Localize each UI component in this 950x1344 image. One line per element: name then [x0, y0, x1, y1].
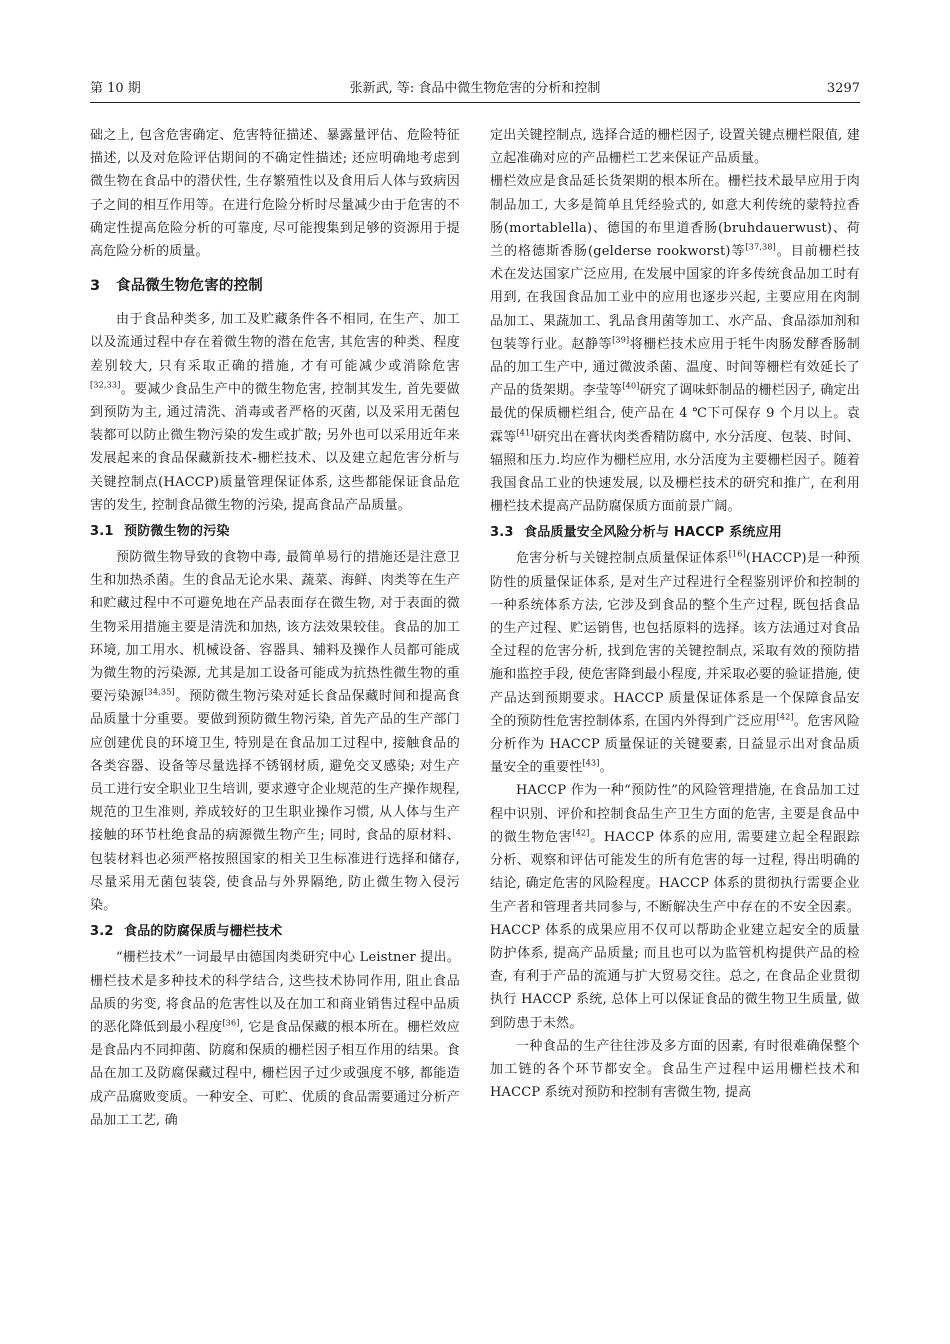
paragraph — [490, 779, 860, 1034]
text-run: 研究出在膏状肉类香精防腐中, 水分活度、包装、时间、辐照和压力.均应作为栅栏应用, 水分活度为主要栅栏因子。随着我国食品工业的快速发展, 以及栅栏技术的研究和推广, 在利用栅栏技术提高产品防腐保质方面前景广阔。 — [490, 429, 860, 515]
section-title: 食品的防腐保质与栅栏技术 — [124, 924, 283, 940]
citation[interactable]: [34,35] — [144, 687, 175, 697]
running-header — [90, 78, 860, 100]
text-run: 。HACCP 体系的应用, 需要建立起全程跟踪分析、观察和评估可能发生的所有危害的每一过程, 得出明确的结论, 确定危害的风险程度。HACCP 体系的贯彻执行需要企业生产者和管理者共同参与, 不断解决生产中存在的不安全因素。HACCP 体系的成果应用不仅可以帮助企业建立起安全的质量防护体系, 提高产品质量; 而且也可以为监管机构提供产品的检查, 有利于产品的流通与扩大贸易交往。总之, 在食品企业贯彻执行 HACCP 系统, 总体上可以保证食品的微生物卫生质量, 做到防患于未然。 — [490, 829, 860, 1031]
citation[interactable]: [32,33] — [90, 380, 121, 390]
paragraph — [90, 946, 460, 1132]
section-title: 食品质量安全风险分析与 HACCP 系统应用 — [524, 525, 783, 541]
header-rule — [90, 102, 860, 103]
section-heading-3-1 — [90, 521, 460, 543]
paragraph — [490, 170, 860, 518]
section-title: 食品微生物危害的控制 — [116, 278, 263, 295]
text-run: HACCP 作为一种“预防性”的风险管理措施, 在食品加工过程中识别、评价和控制食品生产卫生方面的危害, 主要是食品中的微生物危害 — [490, 783, 860, 845]
paragraph — [90, 308, 460, 517]
text-run: 。 — [599, 760, 613, 776]
citation[interactable]: [39] — [612, 335, 630, 345]
section-number: 3.3 — [490, 525, 514, 541]
paragraph: 定出关键控制点, 选择合适的栅栏因子, 设置关键点栅栏限值, 建立起准确对应的产品栅栏工艺来保证产品质量。 — [490, 128, 860, 167]
right-column — [490, 124, 860, 1104]
citation[interactable]: [16] — [728, 550, 746, 560]
citation[interactable]: [42] — [572, 828, 590, 838]
citation[interactable]: [43] — [582, 758, 600, 768]
page-number: 3297 — [826, 81, 860, 96]
paragraph: 一种食品的生产往往涉及多方面的因素, 有时很难确保整个加工链的各个环节都安全。食品生产过程中运用栅栏技术和 HACCP 系统对预防和控制有害微生物, 提高 — [490, 1038, 860, 1101]
section-heading-3 — [90, 275, 460, 297]
section-title: 预防微生物的污染 — [124, 524, 230, 540]
citation[interactable]: [42] — [776, 712, 794, 722]
section-heading-3-3 — [490, 522, 860, 544]
text-run: 预防微生物导致的食物中毒, 最简单易行的措施还是注意卫生和加热杀菌。生的食品无论水果、蔬菜、海鲜、肉类等在生产和贮藏过程中不可避免地在产品表面存在微生物, 对于表面的微生物采用措施主要是清洗和加热, 该方法效果较佳。食品的加工环境, 加工用水、机械设备、容器具、辅料及操作人员都可能成为微生物的污染源, 尤其是加工设备可能成为抗热性微生物的重要污染源 — [90, 550, 460, 705]
section-heading-3-2 — [90, 921, 460, 943]
text-run: , 它是食品保藏的根本所在。栅栏效应是食品内不同抑菌、防腐和保质的栅栏因子相互作用的结果。食品在加工及防腐保藏过程中, 栅栏因子过少或强度不够, 都能造成产品腐败变质。一种安全、可贮、优质的食品需要通过分析产品加工工艺, 确 — [90, 1019, 460, 1128]
paragraph: 础之上, 包含危害确定、危害特征描述、暴露量评估、危险特征描述, 以及对危险评估期间的不确定性描述; 还应明确地考虑到微生物在食品中的潜伏性, 生存繁殖性以及食用后人体与致病因子之间的相互作用等。在进行危险分析时尽量减少由于危害的不确定性提高危险分析的可靠度, 尽可能搜集到足够的资源用于提高危险分析的质量。 — [90, 128, 460, 260]
citation[interactable]: [36] — [222, 1018, 240, 1028]
section-number: 3.1 — [90, 524, 114, 540]
section-number: 3 — [90, 278, 101, 295]
running-title: 张新武, 等: 食品中微生物危害的分析和控制 — [349, 81, 601, 96]
citation[interactable]: [41] — [516, 428, 534, 438]
text-run: 研究了调味虾制品的栅栏因子, 确定出最优的保质栅栏组合, 使产品在 4 ℃下可保存 9 个月以上。袁霖等 — [490, 383, 860, 445]
text-run: 危害分析与关键控制点质量保证体系 — [516, 551, 729, 567]
text-run: 。目前栅栏技术在发达国家广泛应用, 在发展中国家的许多传统食品加工时有用到, 在我国食品加工业中的应用也逐步兴起, 主要应用在肉制品加工、果蔬加工、乳品食用菌等加工、水产品、食品添加剂和包装等行业。赵静等 — [490, 244, 860, 352]
text-run: (HACCP)是一种预防性的质量保证体系, 是对生产过程进行全程鉴别评价和控制的一种系统体系方法, 它涉及到食品的整个生产过程, 既包括食品的生产过程、贮运销售, 也包括原料的选择。该方法通过对食品全过程的危害分析, 找到危害的关键控制点, 采取有效的预防措施和监控手段, 使危害降到最小程度, 并采取必要的验证措施, 使产品达到预期要求。HACCP 质量保证体系是一个保障食品安全的预防性危害控制体系, 在国内外得到广泛应用 — [490, 551, 861, 729]
text-run: 。危害风险分析作为 HACCP 质量保证的关键要素, 日益显示出对食品质量安全的重要性 — [490, 713, 860, 776]
left-column — [90, 124, 460, 1132]
paragraph — [90, 546, 460, 917]
paragraph — [490, 547, 860, 779]
text-run: “栅栏技术”一词最早由德国肉类研究中心 Leistner 提出。栅栏技术是多种技术的科学结合, 这些技术协同作用, 阻止食品品质的劣变, 将食品的危害性以及在加工和商业销售过程中品质的恶化降低到最小程度 — [90, 950, 460, 1035]
text-run: 。要减少食品生产中的微生物危害, 控制其发生, 首先要做到预防为主, 通过清洗、消毒或者严格的灭菌, 以及采用无菌包装都可以防止微生物污染的发生或扩散; 另外也可以采用近年来发展起来的食品保藏新技术-栅栏技术、以及建立起危害分析与关键控制点(HACCP)质量管理保证体系, 这些都能保证食品危害的发生, 控制食品微生物的污染, 提高食品产品质量。 — [90, 381, 460, 513]
text-run: 将栅栏技术应用于牦牛肉肠发酵香肠制品的加工生产中, 通过微波杀菌、温度、时间等栅栏有效延长了产品的货架期。李莹等 — [490, 336, 860, 399]
citation[interactable]: [40] — [622, 381, 640, 391]
citation[interactable]: [37,38] — [745, 242, 776, 252]
text-run: 。预防微生物污染对延长食品保藏时间和提高食品质量十分重要。要做到预防微生物污染, 首先产品的生产部门应创建优良的环境卫生, 特别是在食品加工过程中, 接触食品的各类容器、设备等尽量选择不锈钢材质, 避免交叉感染; 对生产员工进行安全职业卫生培训, 要求遵守企业规范的生产操作规程, 规范的卫生准则, 养成较好的卫生职业操作习惯, 从人体与生产接触的环节杜绝食品的病源微生物产生; 同时, 食品的原材料、包装材料也必须严格按照国家的相关卫生标准进行选择和储存, 尽量采用无菌包装袋, 使食品与外界隔绝, 防止微生物入侵污染。 — [90, 689, 460, 914]
text-run: 由于食品种类多, 加工及贮藏条件各不相同, 在生产、加工以及流通过程中存在着微生物的潜在危害, 其危害的种类、程度差别较大, 只有采取正确的措施, 才有可能减少或消除危害 — [90, 312, 460, 374]
issue-number: 第 10 期 — [90, 81, 141, 96]
section-number: 3.2 — [90, 924, 114, 940]
text-run: 栅栏效应是食品延长货架期的根本所在。栅栏技术最早应用于肉制品加工, 大多是简单且凭经验式的, 如意大利传统的蒙特拉香肠(mortablella)、德国的布里道香肠(bruhdauerwust)、荷兰的格德斯香肠(gelderse rookworst)等 — [490, 174, 860, 260]
